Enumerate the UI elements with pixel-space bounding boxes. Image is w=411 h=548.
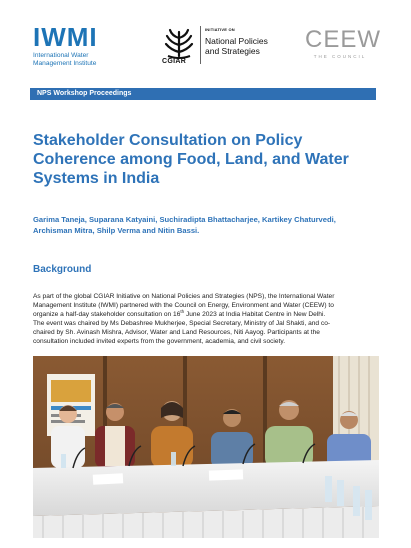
consultation-photo-illustration — [33, 356, 379, 538]
ceew-logo — [305, 26, 381, 59]
title-line: Stakeholder Consultation on Policy — [33, 132, 303, 149]
title-line: Systems in India — [33, 170, 160, 187]
cgiar-wheat-icon — [162, 26, 196, 62]
document-title — [33, 131, 378, 188]
cgiar-logo — [162, 24, 272, 66]
author-line: Garima Taneja, Suparana Katyaini, Suchiradipta Bhattacharjee, Kartikey Chaturvedi, — [33, 215, 336, 224]
iwmi-logo-subtitle-2: Management Institute — [33, 60, 97, 67]
title-line: Coherence among Food, Land, and Water — [33, 151, 349, 168]
author-list — [33, 214, 378, 236]
cgiar-initiative-label: INITIATIVE ON — [205, 27, 235, 32]
author-line: Archisman Mitra, Shilp Verma and Nitin Bassi. — [33, 226, 200, 235]
ceew-logo-word: CEEW — [305, 26, 381, 53]
background-paragraph — [33, 292, 378, 346]
ordinal-superscript: th — [180, 308, 185, 314]
paragraph-line: Management Institute (IWMI) partnered with the Council on Energy, Environment and Water (CEEW) to — [33, 302, 334, 309]
paragraph-text: June 2023 at India Habitat Centre in New Delhi. — [184, 311, 326, 318]
proceedings-band — [30, 88, 376, 100]
paragraph-line: chaired by Sh. Avinash Mishra, Advisor, Water and Land Resources, Niti Aayog. Participants at the — [33, 329, 320, 336]
iwmi-logo-subtitle-1: International Water — [33, 52, 89, 59]
paragraph-text: organize a half-day stakeholder consultation on 16 — [33, 311, 181, 318]
paragraph-line: As part of the global CGIAR Initiative on National Policies and Strategies (NPS), the International Water — [33, 293, 335, 300]
ceew-logo-subtitle: THE COUNCIL — [313, 54, 367, 59]
cgiar-logo-word: CGIAR — [162, 58, 187, 65]
cgiar-title-line-1: National Policies — [205, 36, 268, 46]
section-heading-background: Background — [33, 264, 92, 275]
consultation-photo — [33, 356, 379, 538]
paragraph-line: consultation included invited experts from the government, academia, and civil society. — [33, 338, 286, 345]
paragraph-line — [33, 310, 378, 319]
iwmi-logo-word: IWMI — [33, 22, 98, 52]
cgiar-title-line-2: and Strategies — [205, 46, 260, 56]
cgiar-logo-divider — [200, 26, 201, 64]
proceedings-band-label: NPS Workshop Proceedings — [37, 90, 132, 97]
paragraph-line: The event was chaired by Ms Debashree Mukherjee, Special Secretary, Ministry of Jal Shakti, and co- — [33, 320, 331, 327]
iwmi-logo — [33, 24, 98, 68]
